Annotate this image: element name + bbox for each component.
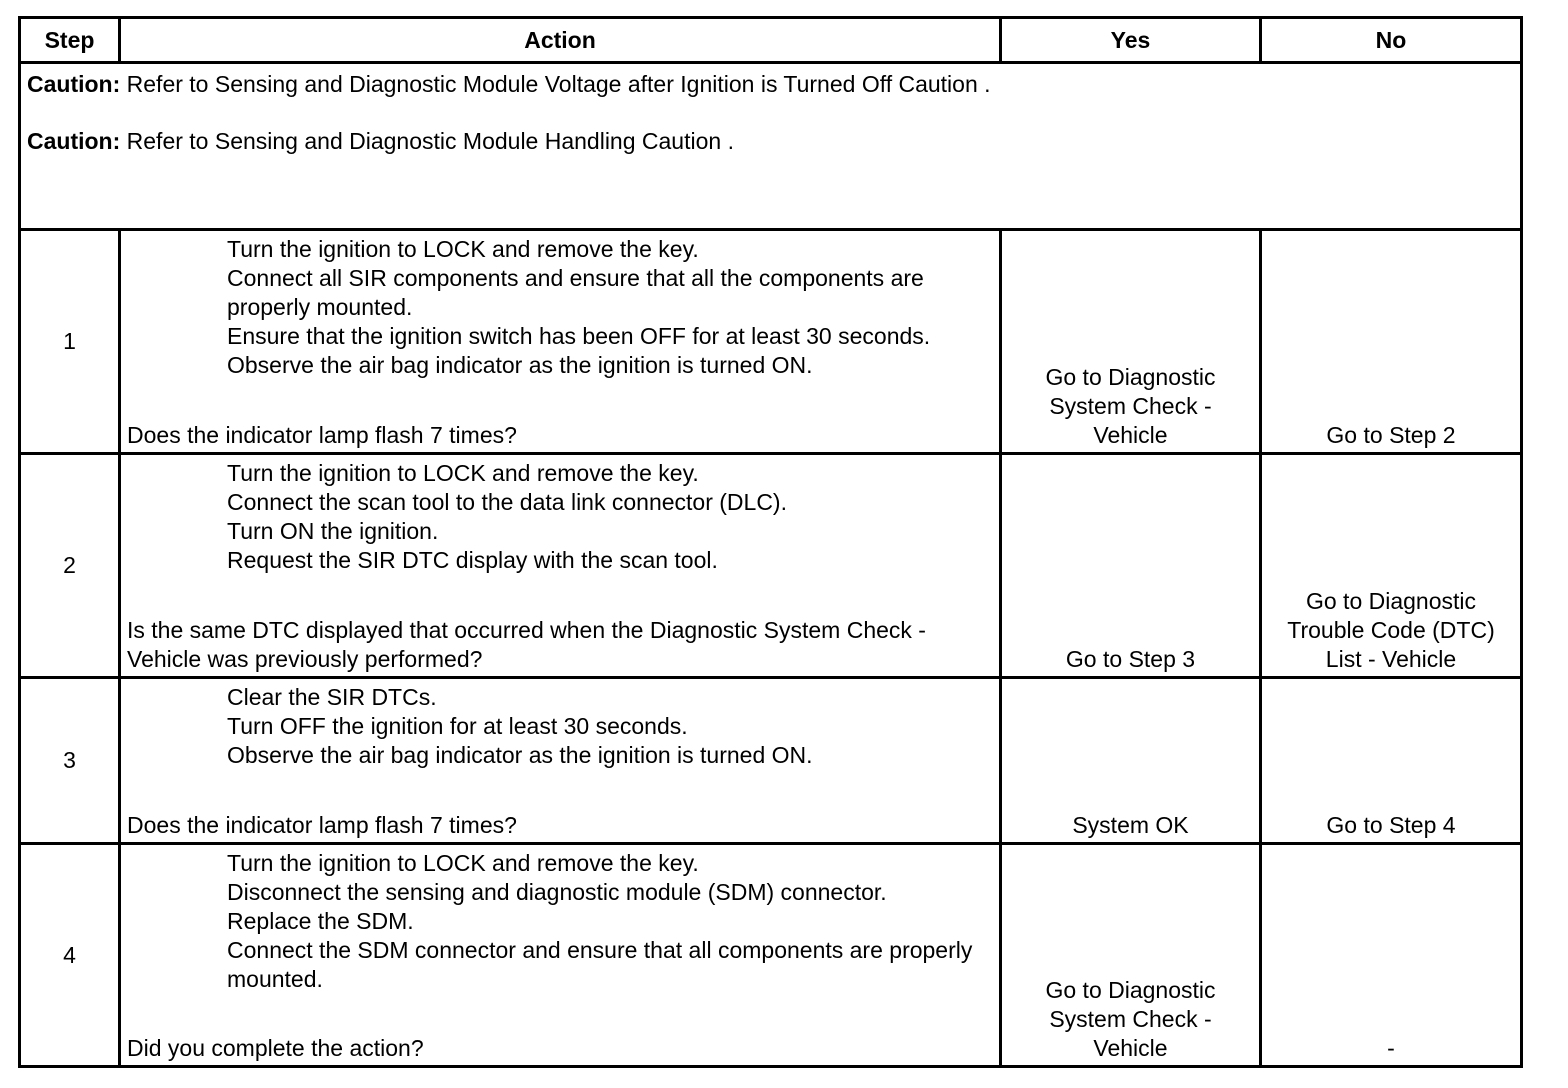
table-row xyxy=(20,678,1522,844)
action-steps xyxy=(127,235,993,380)
action-cell xyxy=(120,678,1001,844)
action-step: Turn the ignition to LOCK and remove the key. xyxy=(227,236,699,262)
action-question: Does the indicator lamp flash 7 times? xyxy=(127,422,517,448)
table-row xyxy=(20,844,1522,1067)
header-row xyxy=(20,18,1522,63)
caution-cell xyxy=(20,63,1522,230)
action-question: Is the same DTC displayed that occurred when the Diagnostic System Check - Vehicle was previously performed? xyxy=(127,617,926,672)
caution-text: Refer to Sensing and Diagnostic Module Voltage after Ignition is Turned Off Caution . xyxy=(120,71,991,97)
header-no: No xyxy=(1261,18,1522,63)
action-steps xyxy=(127,849,993,994)
step-number: 1 xyxy=(20,230,120,454)
header-step: Step xyxy=(20,18,120,63)
caution-label: Caution: xyxy=(27,71,121,97)
caution-row xyxy=(20,63,1522,230)
action-cell xyxy=(120,454,1001,678)
yes-result: Go to Step 3 xyxy=(1001,454,1261,678)
no-result: Go to Step 2 xyxy=(1261,230,1522,454)
action-cell xyxy=(120,230,1001,454)
caution-label: Caution: xyxy=(27,128,121,154)
action-step: Clear the SIR DTCs. xyxy=(227,684,437,710)
action-step: Disconnect the sensing and diagnostic module (SDM) connector. xyxy=(227,879,887,905)
step-number: 3 xyxy=(20,678,120,844)
action-steps xyxy=(127,683,993,770)
step-number: 4 xyxy=(20,844,120,1067)
no-result: Go to Step 4 xyxy=(1261,678,1522,844)
action-step: Turn the ignition to LOCK and remove the key. xyxy=(227,460,699,486)
action-step: Connect the scan tool to the data link connector (DLC). xyxy=(227,489,787,515)
action-step: Connect the SDM connector and ensure that all components are properly mounted. xyxy=(227,937,973,992)
table-row xyxy=(20,454,1522,678)
action-step: Turn OFF the ignition for at least 30 seconds. xyxy=(227,713,688,739)
no-result: - xyxy=(1261,844,1522,1067)
action-step: Request the SIR DTC display with the scan tool. xyxy=(227,547,718,573)
table-row xyxy=(20,230,1522,454)
caution-text: Refer to Sensing and Diagnostic Module Handling Caution . xyxy=(120,128,734,154)
caution-line xyxy=(27,70,1520,99)
yes-result: Go to Diagnostic System Check - Vehicle xyxy=(1001,844,1261,1067)
action-step: Connect all SIR components and ensure that all the components are properly mounted. xyxy=(227,265,924,320)
diagnostic-table xyxy=(18,16,1523,1068)
header-action: Action xyxy=(120,18,1001,63)
action-step: Observe the air bag indicator as the ignition is turned ON. xyxy=(227,352,813,378)
action-step: Replace the SDM. xyxy=(227,908,414,934)
yes-result: System OK xyxy=(1001,678,1261,844)
action-question: Did you complete the action? xyxy=(127,1035,424,1061)
caution-line xyxy=(27,127,1520,156)
action-step: Observe the air bag indicator as the ignition is turned ON. xyxy=(227,742,813,768)
step-number: 2 xyxy=(20,454,120,678)
action-question: Does the indicator lamp flash 7 times? xyxy=(127,812,517,838)
action-step: Turn the ignition to LOCK and remove the key. xyxy=(227,850,699,876)
yes-result: Go to Diagnostic System Check - Vehicle xyxy=(1001,230,1261,454)
action-step: Turn ON the ignition. xyxy=(227,518,439,544)
action-step: Ensure that the ignition switch has been OFF for at least 30 seconds. xyxy=(227,323,931,349)
action-cell xyxy=(120,844,1001,1067)
action-steps xyxy=(127,459,993,575)
header-yes: Yes xyxy=(1001,18,1261,63)
no-result: Go to Diagnostic Trouble Code (DTC) List - Vehicle xyxy=(1261,454,1522,678)
